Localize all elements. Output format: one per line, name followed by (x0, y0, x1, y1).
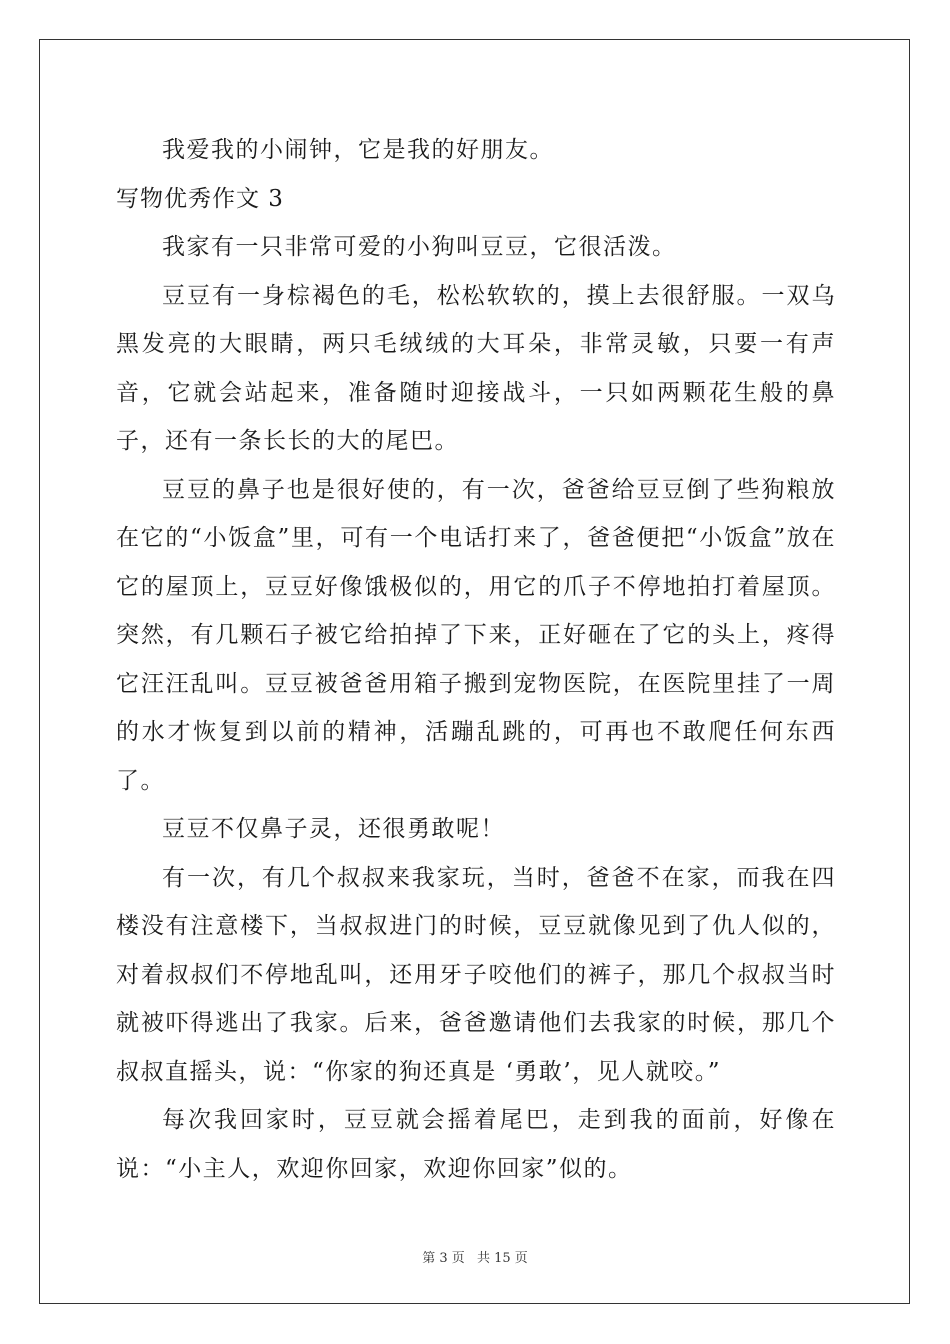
paragraph: 有一次，有几个叔叔来我家玩，当时，爸爸不在家，而我在四楼没有注意楼下，当叔叔进门的时候，豆豆就像见到了仇人似的，对着叔叔们不停地乱叫，还用牙子咬他们的裤子，那几个叔叔当时就被吓得逃出了我家。后来，爸爸邀请他们去我家的时候，那几个叔叔直摇头，说：“你家的狗还真是 ‘勇敢’，见人就咬。” (116, 864, 836, 1085)
document-body (116, 126, 836, 1193)
paragraph: 豆豆的鼻子也是很好使的，有一次，爸爸给豆豆倒了些狗粮放在它的“小饭盒”里，可有一个电话打来了，爸爸便把“小饭盒”放在它的屋顶上，豆豆好像饿极似的，用它的爪子不停地拍打着屋顶。突然，有几颗石子被它给拍掉了下来，正好砸在了它的头上，疼得它汪汪乱叫。豆豆被爸爸用箱子搬到宠物医院，在医院里挂了一周的水才恢复到以前的精神，活蹦乱跳的，可再也不敢爬任何东西了。 (116, 476, 836, 794)
section-heading: 写物优秀作文 3 (116, 185, 284, 212)
paragraph: 每次我回家时，豆豆就会摇着尾巴，走到我的面前，好像在说：“小主人，欢迎你回家，欢迎你回家”似的。 (116, 1107, 836, 1182)
paragraph: 豆豆不仅鼻子灵，还很勇敢呢！ (162, 816, 505, 842)
paragraph: 我爱我的小闹钟，它是我的好朋友。 (162, 137, 554, 163)
page-number: 第 3 页 (422, 1251, 465, 1266)
paragraph: 豆豆有一身棕褐色的毛，松松软软的，摸上去很舒服。一双乌黑发亮的大眼睛，两只毛绒绒的大耳朵，非常灵敏，只要一有声音，它就会站起来，准备随时迎接战斗，一只如两颗花生般的鼻子，还有一条长长的大的尾巴。 (116, 282, 836, 454)
page-footer (0, 1247, 950, 1266)
page-total: 共 15 页 (476, 1251, 528, 1266)
paragraph: 我家有一只非常可爱的小狗叫豆豆，它很活泼。 (162, 234, 677, 260)
